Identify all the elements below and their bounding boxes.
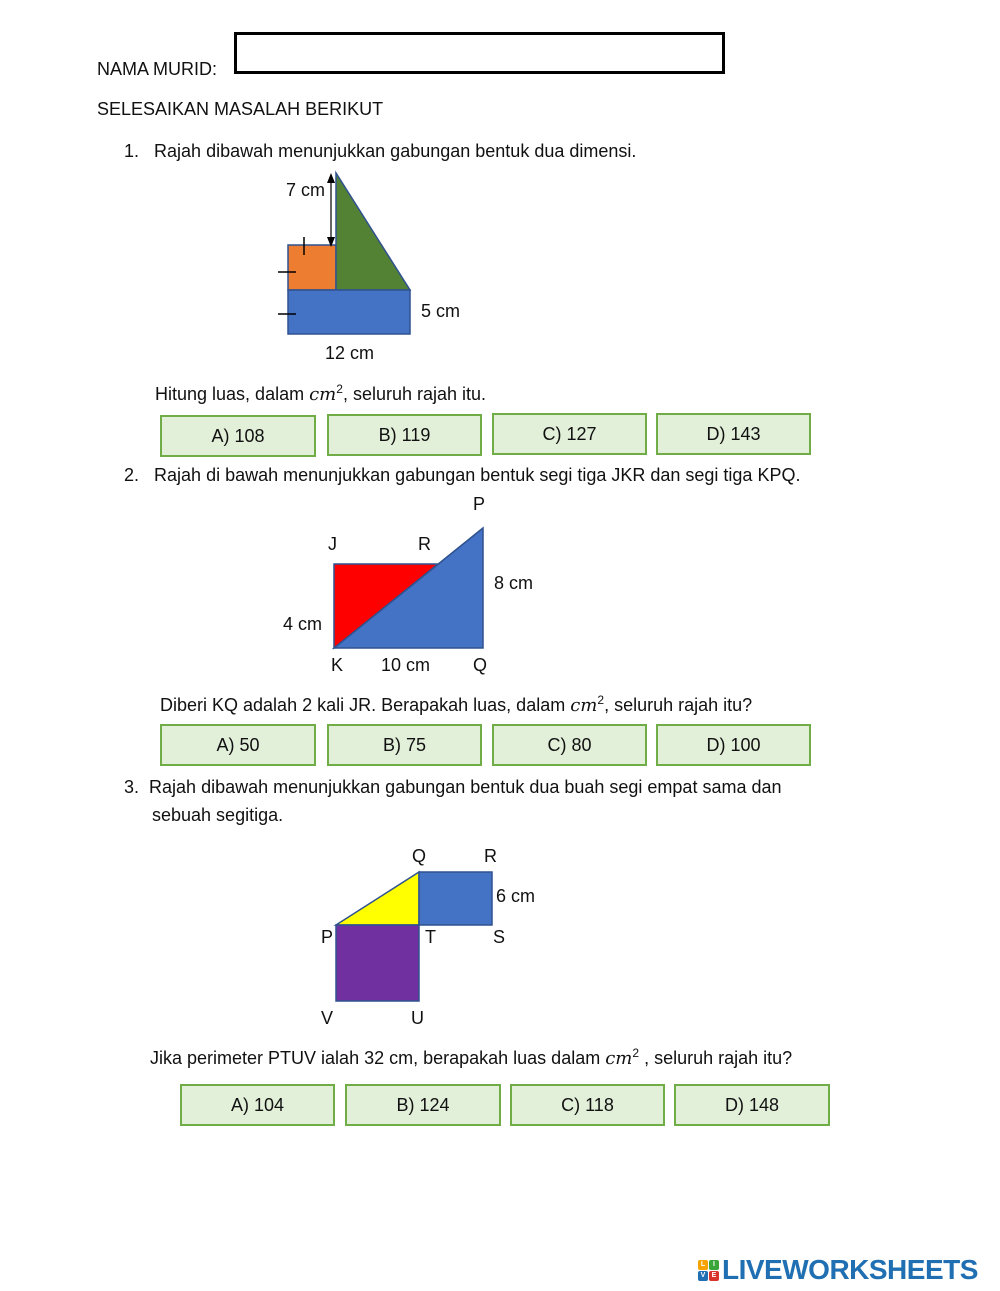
q2-prompt-unit: cm (570, 695, 598, 716)
logo-blocks-icon (698, 1260, 719, 1281)
blue-square (419, 872, 492, 925)
yellow-triangle (336, 872, 419, 925)
q1-label-side: 5 cm (421, 301, 461, 321)
question-3-statement-line1: Rajah dibawah menunjukkan gabungan bentuk dua buah segi empat sama dan (149, 777, 782, 797)
question-3-number: 3. (124, 777, 140, 797)
q2-option-d[interactable]: D) 100 (656, 724, 811, 766)
purple-square (336, 925, 419, 1001)
q2-prompt-after: , seluruh rajah itu? (604, 695, 753, 715)
question-3-prompt (150, 1047, 792, 1070)
q3-prompt-after: , seluruh rajah itu? (639, 1048, 793, 1068)
q3-label-s: S (493, 927, 506, 947)
liveworksheets-logo (698, 1254, 978, 1286)
q2-label-jk: 4 cm (283, 614, 323, 634)
question-1-statement: Rajah dibawah menunjukkan gabungan bentuk dua dimensi. (154, 141, 637, 161)
question-2-text (124, 464, 800, 486)
q2-label-r: R (418, 534, 431, 554)
q1-option-b[interactable]: B) 119 (327, 414, 482, 456)
q3-label-v: V (321, 1008, 334, 1028)
logo-text: LIVEWORKSHEETS (722, 1254, 978, 1285)
logo-block-i: I (709, 1260, 719, 1270)
question-3-statement-line2: sebuah segitiga. (152, 805, 284, 825)
q2-label-j: J (328, 534, 337, 554)
q1-option-a[interactable]: A) 108 (160, 415, 316, 457)
question-2-number: 2. (124, 465, 140, 485)
q2-label-kq: 10 cm (381, 655, 431, 675)
question-2-prompt (160, 694, 752, 717)
q2-label-p: P (473, 494, 486, 514)
q2-label-k: K (331, 655, 344, 675)
q3-label-t: T (425, 927, 436, 947)
q3-prompt-exp: 2 (632, 1046, 640, 1060)
student-name-label: NAMA MURID: (97, 59, 218, 79)
q3-option-a[interactable]: A) 104 (180, 1084, 335, 1126)
q3-option-b[interactable]: B) 124 (345, 1084, 501, 1126)
question-2-diagram (320, 520, 500, 660)
logo-block-v: V (698, 1271, 708, 1281)
q2-option-b[interactable]: B) 75 (327, 724, 482, 766)
q3-prompt-unit: cm (605, 1048, 633, 1069)
question-1-text (124, 140, 636, 162)
q3-label-r: R (484, 846, 497, 866)
q3-option-c[interactable]: C) 118 (510, 1084, 665, 1126)
instruction-heading: SELESAIKAN MASALAH BERIKUT (97, 99, 384, 119)
q3-label-q: Q (412, 846, 427, 866)
q1-prompt-unit: cm (309, 384, 337, 405)
q2-option-c[interactable]: C) 80 (492, 724, 647, 766)
q1-label-base: 12 cm (325, 343, 375, 363)
question-2-statement: Rajah di bawah menunjukkan gabungan bentuk segi tiga JKR dan segi tiga KPQ. (154, 465, 801, 485)
student-name-input[interactable] (234, 32, 725, 74)
q3-label-rs: 6 cm (496, 886, 536, 906)
logo-block-l: L (698, 1260, 708, 1270)
orange-square (288, 245, 336, 290)
question-3-text (124, 776, 782, 798)
q3-label-p: P (321, 927, 334, 947)
q1-prompt-exp: 2 (336, 382, 343, 396)
arrow-head-up (327, 173, 335, 183)
question-3-diagram (330, 865, 500, 1005)
question-1-number: 1. (124, 141, 140, 161)
q2-prompt-before: Diberi KQ adalah 2 kali JR. Berapakah luas, dalam (160, 695, 571, 715)
logo-block-e: E (709, 1271, 719, 1281)
q2-label-q: Q (473, 655, 488, 675)
q1-prompt-after: , seluruh rajah itu. (342, 384, 487, 404)
q2-label-pq: 8 cm (494, 573, 534, 593)
green-triangle (336, 173, 410, 290)
question-1-prompt (155, 383, 486, 406)
q1-option-c[interactable]: C) 127 (492, 413, 647, 455)
q3-prompt-before: Jika perimeter PTUV ialah 32 cm, berapakah luas dalam (150, 1048, 606, 1068)
q2-prompt-exp: 2 (597, 693, 605, 707)
q1-prompt-before: Hitung luas, dalam (155, 384, 310, 404)
q3-label-u: U (411, 1008, 424, 1028)
q1-label-height: 7 cm (286, 180, 326, 200)
q1-option-d[interactable]: D) 143 (656, 413, 811, 455)
q2-option-a[interactable]: A) 50 (160, 724, 316, 766)
blue-rectangle (288, 290, 410, 334)
q3-option-d[interactable]: D) 148 (674, 1084, 830, 1126)
